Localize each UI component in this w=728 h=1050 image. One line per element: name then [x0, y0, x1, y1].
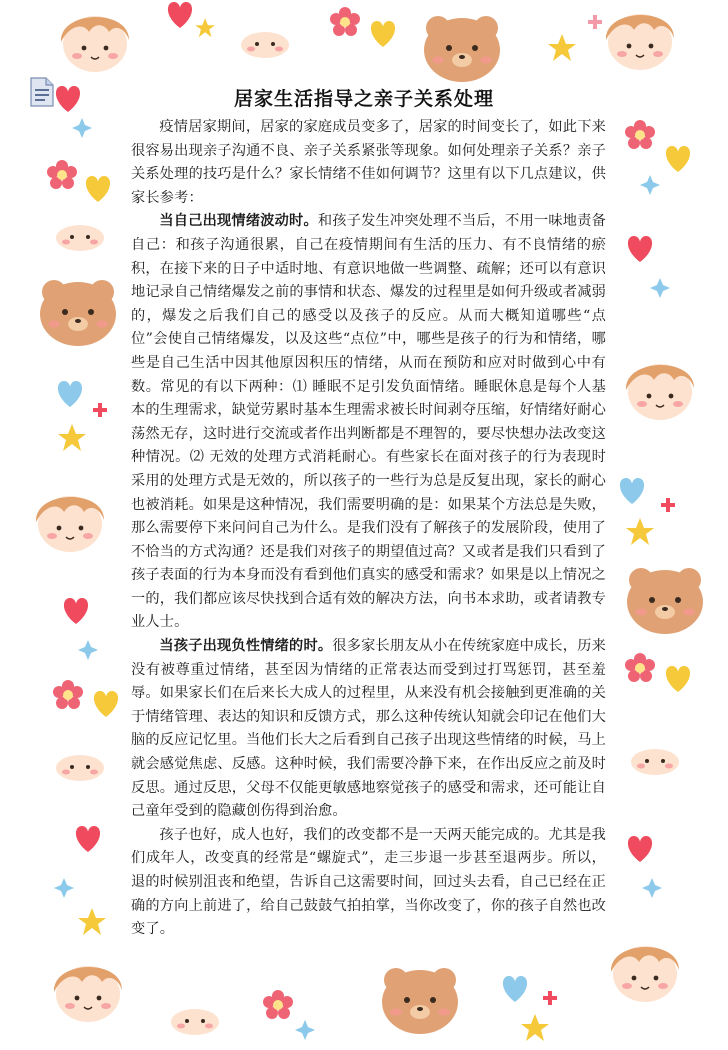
document-body	[131, 116, 606, 942]
paragraph-intro	[131, 116, 606, 210]
paragraph-lead: 当孩子出现负性情绪的时。	[159, 638, 333, 655]
paragraph-child-emotion	[131, 635, 606, 824]
document-title: 居家生活指导之亲子关系处理	[233, 88, 494, 110]
paragraph-text: 疫情居家期间，居家的家庭成员变多了，居家的时间变长了，如此下来很容易出现亲子沟通不良、亲子关系紧张等现象。如何处理亲子关系？亲子关系处理的技巧是什么？家长情绪不佳如何调节？这里有以下几点建议，供家长参考：	[131, 119, 606, 206]
paragraph-text: 孩子也好，成人也好，我们的改变都不是一天两天能完成的。尤其是我们成年人，改变真的经常是“螺旋式”，走三步退一步甚至退两步。所以，退的时候别沮丧和绝望，告诉自己这需要时间，回过头去看，自己已经在正确的方向上前进了，给自己鼓鼓气拍拍掌，当你改变了，你的孩子自然也改变了。	[131, 826, 606, 938]
paragraph-parent-emotion	[131, 210, 606, 635]
paragraph-text: 很多家长朋友从小在传统家庭中成长，历来没有被尊重过情绪，甚至因为情绪的正常表达而受到过打骂惩罚，甚至羞辱。如果家长们在后来长大成人的过程里，从来没有机会接触到更准确的关于情绪管理、表达的知识和反馈方式，那么这种传统认知就会印记在他们大脑的反应记忆里。当他们长大之后看到自己孩子出现这些情绪的时候，马上就会感觉焦虑、反感。这种时候，我们需要冷静下来，在作出反应之前及时反思。通过反思，父母不仅能更敏感地察觉孩子的感受和需求，还可能让自己童年受到的隐藏创伤得到治愈。	[131, 638, 606, 820]
paragraph-conclusion	[131, 824, 606, 942]
paragraph-text: 和孩子发生冲突处理不当后，不用一味地责备自己：和孩子沟通很累，自己在疫情期间有生活的压力、有不良情绪的瘀积，在接下来的日子中适时地、有意识地做一些调整、疏解；还可以有意识地记录自己情绪爆发之前的事情和状态、爆发的过程里是如何升级或者减弱的，爆发之后我们自己的感受以及孩子的反应。从而大概知道哪些“点位”会使自己情绪爆发，以及这些“点位”中，哪些是孩子的行为和情绪，哪些是自己生活中因其他原因积压的情绪，从而在预防和应对时做到心中有数。常见的有以下两种：⑴ 睡眠不足引发负面情绪。睡眠休息是每个人基本的生理需求，缺觉劳累时基本生理需求被长时间剥夺压缩，好情绪好耐心荡然无存，这时进行交流或者作出判断都是不理智的，要尽快想办法改变这种情况。⑵ 无效的处理方式消耗耐心。有些家长在面对孩子的行为表现时采用的处理方式是无效的，所以孩子的一些行为总是反复出现，家长的耐心也被消耗。如果是这种情况，我们需要明确的是：如果某个方法总是失败，那么需要停下来问问自己为什么。是我们没有了解孩子的发展阶段，使用了不恰当的方式沟通？还是我们对孩子的期望值过高？又或者是我们只看到了孩子表面的行为本身而没有看到他们真实的感受和需求？如果是以上情况之一的，我们都应该尽快找到合适有效的解决方法，向书本求助，或者请教专业人士。	[131, 213, 606, 631]
paragraph-lead: 当自己出现情绪波动时。	[159, 213, 318, 230]
